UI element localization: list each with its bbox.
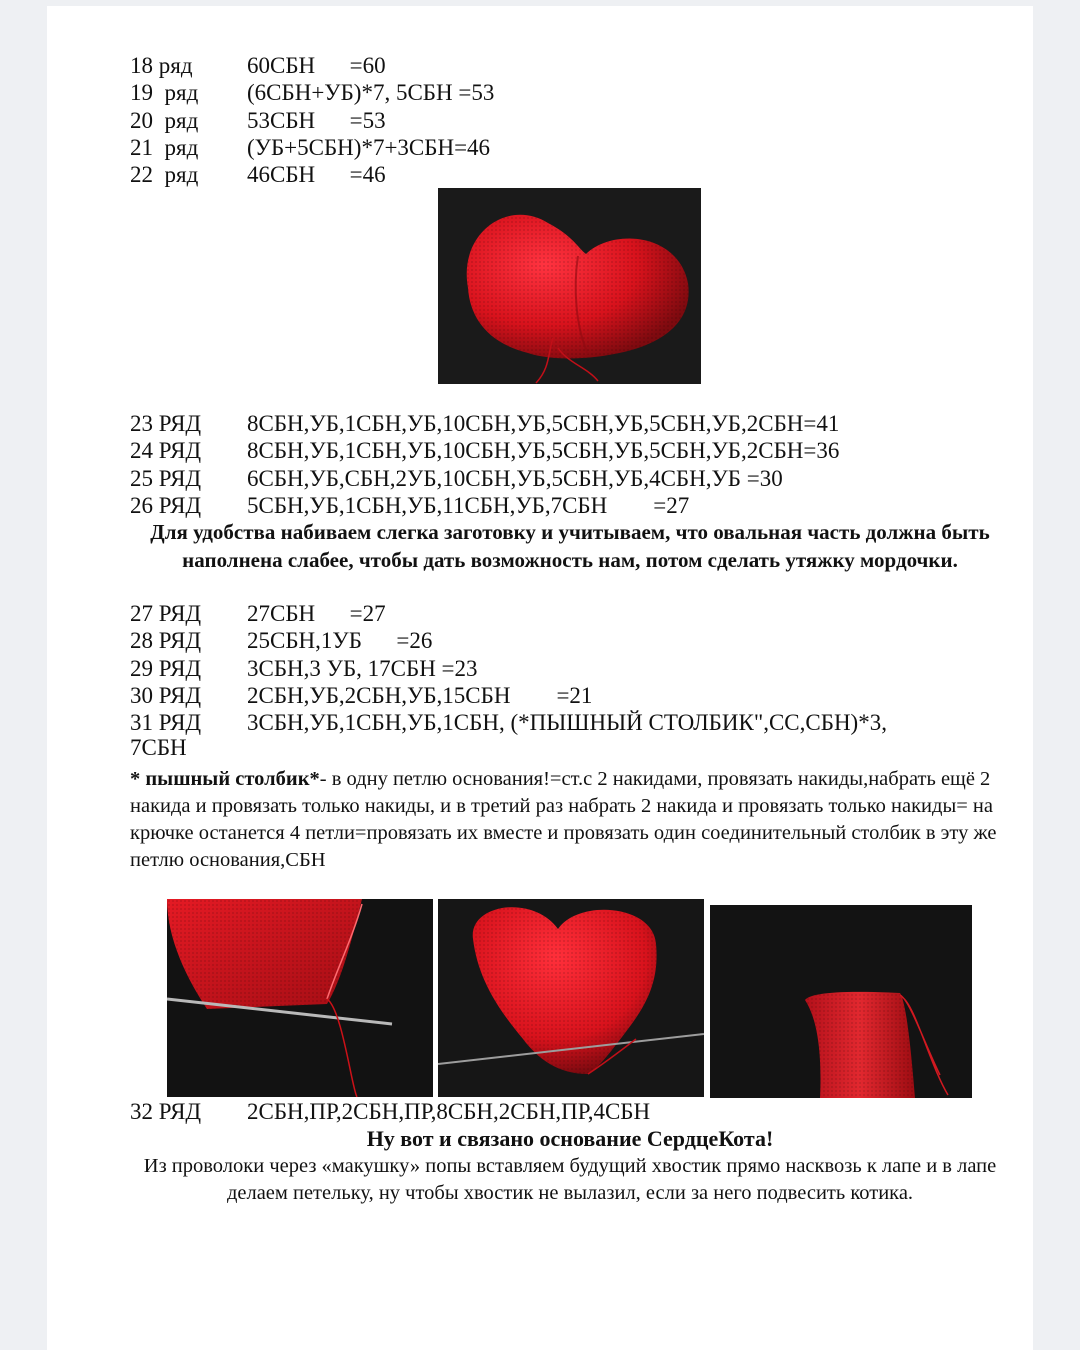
row-30 <box>130 682 1010 709</box>
row-number: 24 РЯД <box>130 438 202 464</box>
row-instruction: 27СБН =27 <box>247 601 386 626</box>
row-instruction: 6СБН,УБ,СБН,2УБ,10СБН,УБ,5СБН,УБ,4СБН,УБ =30 <box>247 465 783 491</box>
row-32-block <box>130 1098 1010 1125</box>
row-instruction: 5СБН,УБ,1СБН,УБ,11СБН,УБ,7СБН =27 <box>247 492 690 518</box>
row-number: 25 РЯД <box>130 465 202 491</box>
heart-photo <box>438 188 701 384</box>
row-24 <box>130 437 1010 464</box>
row-instruction: 8СБН,УБ,1СБН,УБ,10СБН,УБ,5СБН,УБ,5СБН,УБ,2СБН=36 <box>247 438 840 464</box>
final-instructions: Из проволоки через «макушку» попы вставляем будущий хвостик прямо насквозь к лапе и в лапе делаем петельку, ну чтобы хвостик не вылазил, если за него подвесить котика. <box>143 1155 997 1204</box>
puff-stitch-note <box>130 766 1010 874</box>
process-photo-2-image <box>438 899 704 1097</box>
row-20 <box>130 107 1010 134</box>
rows-27-31 <box>130 600 1010 761</box>
row-number: 30 РЯД <box>130 682 202 708</box>
heart-photo-image <box>438 188 701 384</box>
row-number: 21 ряд <box>130 134 199 160</box>
row-28 <box>130 627 1010 654</box>
row-number: 27 РЯД <box>130 601 202 626</box>
row-instruction: 53СБН =53 <box>247 107 386 133</box>
process-photo-3-image <box>710 905 972 1098</box>
row-number: 23 РЯД <box>130 411 202 436</box>
process-photo-3 <box>710 905 972 1098</box>
row-instruction: 25СБН,1УБ =26 <box>247 628 433 654</box>
row-instruction: 2СБН,УБ,2СБН,УБ,15СБН =21 <box>247 682 593 708</box>
row-32 <box>130 1098 1010 1125</box>
row-instruction: (6СБН+УБ)*7, 5СБН =53 <box>247 80 495 106</box>
row-instruction: (УБ+5СБН)*7+3СБН=46 <box>247 134 491 160</box>
row-18 <box>130 52 1010 79</box>
rows-23-26 <box>130 410 1010 519</box>
row-instruction: 46СБН =46 <box>247 162 386 188</box>
row-26 <box>130 492 1010 519</box>
row-number: 19 ряд <box>130 80 199 106</box>
row-instruction: 60СБН =60 <box>247 53 386 78</box>
row-number: 32 РЯД <box>130 1099 202 1124</box>
process-photo-1 <box>167 899 433 1097</box>
row-instruction: 3СБН,3 УБ, 17СБН =23 <box>247 655 478 681</box>
row-number: 28 РЯД <box>130 628 202 654</box>
process-photo-1-image <box>167 899 433 1097</box>
row-21 <box>130 134 1010 161</box>
row-23 <box>130 410 1010 437</box>
row-instruction: 8СБН,УБ,1СБН,УБ,10СБН,УБ,5СБН,УБ,5СБН,УБ,2СБН=41 <box>247 411 840 436</box>
final-title: Ну вот и связано основание СердцеКота! <box>366 1126 774 1151</box>
puff-stitch-text: - в одну петлю основания!=ст.с 2 накидами, провязать накиды,набрать ещё 2 накида и провязать только накиды, и в третий раз набрать 2 накида и провязать только накиды= на крючке останется 4 петли=провязать их вместе и провязать один соединительный столбик в эту же петлю основания,СБН <box>130 768 997 871</box>
row-instruction: 2СБН,ПР,2СБН,ПР,8СБН,2СБН,ПР,4СБН <box>247 1099 651 1124</box>
row-number: 26 РЯД <box>130 492 202 518</box>
row-number: 20 ряд <box>130 107 199 133</box>
stuffing-note: Для удобства набиваем слегка заготовку и учитываем, что овальная часть должна быть наполнена слабее, чтобы дать возможность нам, потом сделать утяжку мордочки. <box>150 520 990 572</box>
row-31-continuation: 7СБН <box>130 735 187 761</box>
process-photo-2 <box>438 899 704 1097</box>
row-instruction: 3СБН,УБ,1СБН,УБ,1СБН, (*ПЫШНЫЙ СТОЛБИК",СС,СБН)*3, <box>247 710 887 736</box>
row-number: 18 ряд <box>130 53 193 78</box>
row-number: 29 РЯД <box>130 655 202 681</box>
row-22 <box>130 161 1010 188</box>
row-31 <box>130 709 1010 736</box>
puff-stitch-term: * пышный столбик* <box>130 768 320 790</box>
row-number: 22 ряд <box>130 162 199 188</box>
row-27 <box>130 600 1010 627</box>
row-25 <box>130 465 1010 492</box>
row-number: 31 РЯД <box>130 710 202 736</box>
rows-18-22 <box>130 52 1010 188</box>
row-29 <box>130 655 1010 682</box>
row-19 <box>130 79 1010 106</box>
